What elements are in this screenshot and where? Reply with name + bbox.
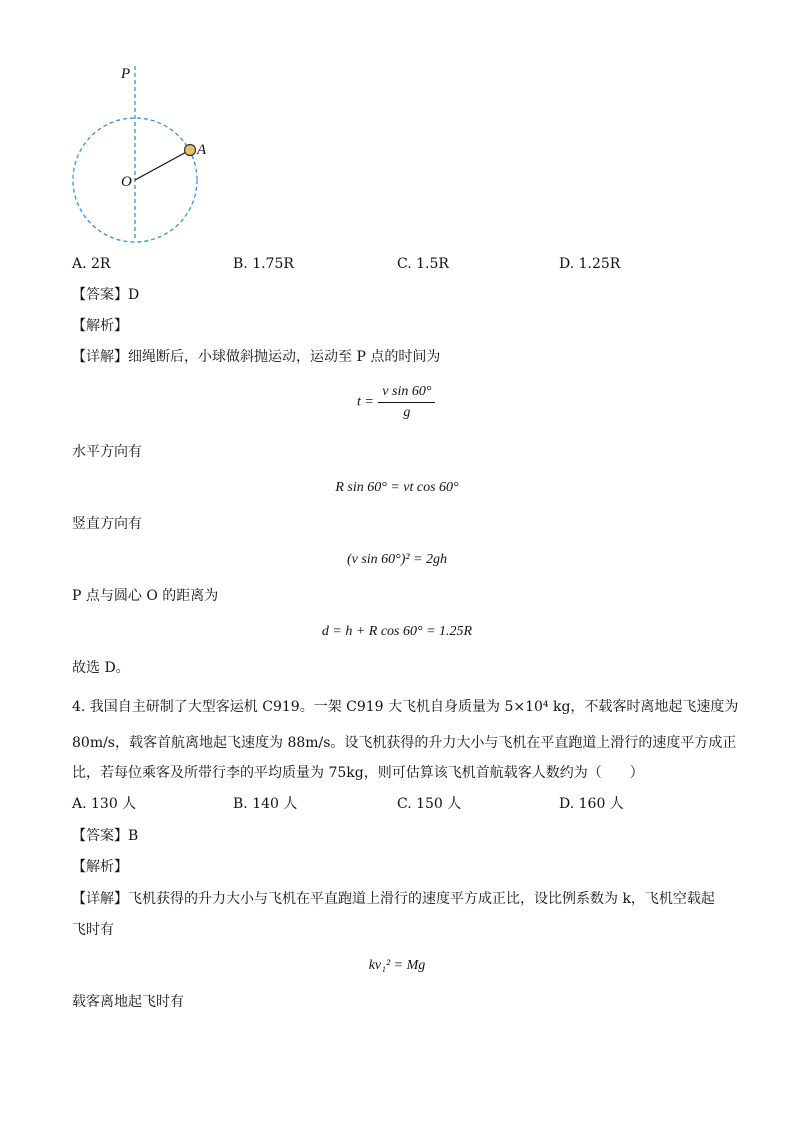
q3-option-d: D. 1.25R <box>559 256 621 272</box>
q4-option-b: B. 140 人 <box>233 796 298 812</box>
q3-eq1-numerator: v sin 60° <box>378 384 435 403</box>
q4-stem-line-2: 80m/s，载客首航离地起飞速度为 88m/s。设飞机获得的升力大小与飞机在平直跑道上滑行的速度平方成正 <box>72 735 737 751</box>
q3-distance-text: P 点与圆心 O 的距离为 <box>72 588 219 604</box>
q3-equation-vertical: (v sin 60°)² = 2gh <box>346 552 448 567</box>
q3-eq1-fraction <box>378 384 435 421</box>
q3-analysis-heading: 【解析】 <box>72 318 128 334</box>
label-o: O <box>121 174 132 190</box>
q4-option-c: C. 150 人 <box>397 796 462 812</box>
q3-option-a: A. 2R <box>72 256 111 272</box>
q4-detail-line-1 <box>72 889 715 909</box>
q3-horizontal-text: 水平方向有 <box>72 444 142 460</box>
q3-answer: 【答案】D <box>72 287 140 303</box>
q4-stem-line-3: 比，若每位乘客及所带行李的平均质量为 75kg，则可估算该飞机首航载客人数约为（ ） <box>72 765 644 781</box>
q3-detail-text: 细绳断后，小球做斜抛运动，运动至 P 点的时间为 <box>128 349 441 365</box>
q4-option-a: A. 130 人 <box>72 796 137 812</box>
q3-detail <box>72 347 440 367</box>
string-oa <box>135 150 190 180</box>
q3-conclusion: 故选 D。 <box>72 660 130 676</box>
q4-analysis-heading: 【解析】 <box>72 859 128 875</box>
q3-equation-time <box>357 384 435 421</box>
q3-equation-distance: d = h + R cos 60° = 1.25R <box>321 624 473 639</box>
q4-stem-line-1: 4. 我国自主研制了大型客运机 C919。一架 C919 大飞机自身质量为 5×10⁴ kg，不载客时离地起飞速度为 <box>72 699 739 715</box>
q3-eq1-denominator: g <box>403 405 411 420</box>
q4-detail-tag: 【详解】 <box>72 891 128 907</box>
q4-answer: 【答案】B <box>72 828 139 844</box>
q3-equation-horizontal: R sin 60° = vt cos 60° <box>335 480 459 495</box>
q3-detail-tag: 【详解】 <box>72 349 128 365</box>
q4-detail-line-2: 飞时有 <box>72 922 114 938</box>
q3-option-c: C. 1.5R <box>397 256 449 272</box>
q4-equation-empty-takeoff: kv₁² = Mg <box>368 958 426 973</box>
label-p: P <box>121 66 131 82</box>
ball-a <box>185 145 196 156</box>
label-a: A <box>197 142 207 158</box>
q3-vertical-text: 竖直方向有 <box>72 516 142 532</box>
q3-eq1-lhs: t = <box>357 394 374 410</box>
q3-option-b: B. 1.75R <box>233 256 294 272</box>
q4-option-d: D. 160 人 <box>559 796 624 812</box>
q4-detail-text: 飞机获得的升力大小与飞机在平直跑道上滑行的速度平方成正比，设比例系数为 k，飞机空载起 <box>128 891 715 907</box>
q4-loaded-text: 载客离地起飞时有 <box>72 994 184 1010</box>
